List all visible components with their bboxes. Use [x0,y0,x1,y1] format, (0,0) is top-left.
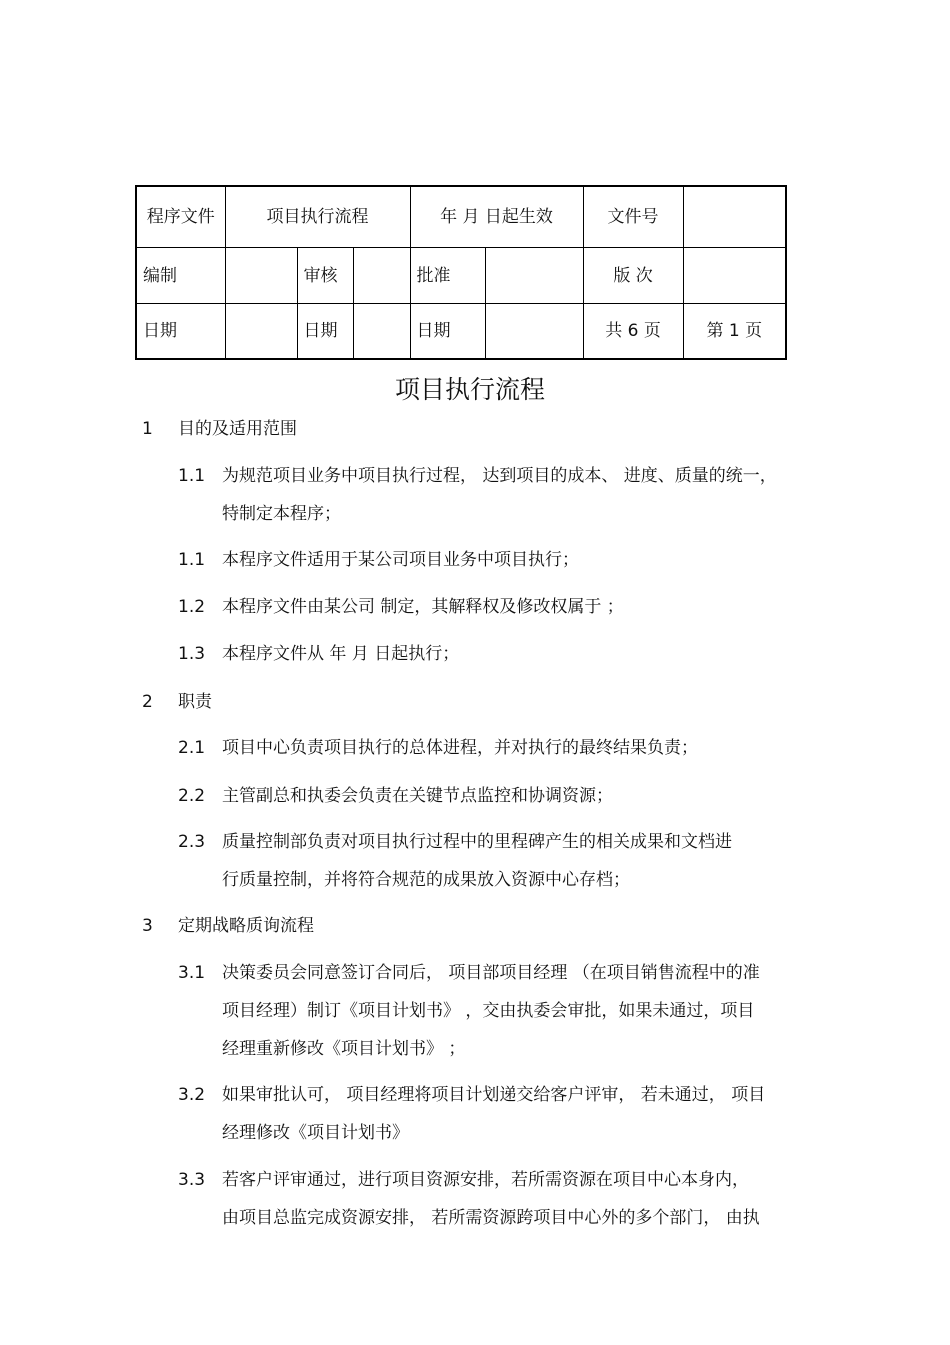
cell-doc-type-label: 程序文件 [136,186,225,248]
cell-page-number: 第 1 页 [683,304,786,360]
section-heading: 目的及适用范围 [178,419,297,439]
section-heading: 定期战略质询流程 [178,916,314,936]
clause-text: 经理重新修改《项目计划书》 ； [222,1039,466,1059]
cell-approved-label: 批准 [410,248,485,304]
cell-version-value [683,248,786,304]
document-title: 项目执行流程 [394,375,545,404]
clause-number: 3.2 [178,1085,206,1105]
cell-file-no-label: 文件号 [583,186,683,248]
clause-text: 项目经理）制订《项目计划书》 ，交由执委会审批，如果未通过，项目 [222,1001,755,1021]
cell-date-label-3: 日期 [410,304,485,360]
clause-number: 2.2 [178,786,206,806]
section-number: 3 [142,916,153,936]
clause-number: 1.2 [178,597,206,617]
clause-text: 本程序文件由某公司 制定，其解释权及修改权属于 ； [222,597,624,617]
clause-number: 1.1 [178,550,206,570]
clause-number: 2.3 [178,832,206,852]
clause-text: 本程序文件从 年 月 日起执行； [222,644,460,664]
cell-doc-name: 项目执行流程 [225,186,410,248]
clause-text: 决策委员会同意签订合同后， 项目部项目经理 （在项目销售流程中的准 [222,963,760,983]
cell-reviewed-label: 审核 [297,248,353,304]
section-heading: 职责 [178,692,212,712]
clause-text: 由项目总监完成资源安排， 若所需资源跨项目中心外的多个部门， 由执 [222,1208,760,1228]
cell-date-label-2: 日期 [297,304,353,360]
clause-text: 若客户评审通过，进行项目资源安排，若所需资源在项目中心本身内， [222,1170,749,1190]
clause-text: 质量控制部负责对项目执行过程中的里程碑产生的相关成果和文档进 [222,832,732,852]
cell-date-label-1: 日期 [136,304,225,360]
clause-text: 特制定本程序； [222,504,341,524]
cell-compiled-value [225,248,297,304]
cell-total-pages: 共 6 页 [583,304,683,360]
cell-date-value-1 [225,304,297,360]
cell-approved-value [485,248,583,304]
cell-date-value-3 [485,304,583,360]
cell-reviewed-value [353,248,410,304]
section-number: 2 [142,692,153,712]
clause-text: 为规范项目业务中项目执行过程， 达到项目的成本、 进度、质量的统一， [222,466,777,486]
clause-number: 1.3 [178,644,206,664]
clause-number: 1.1 [178,466,206,486]
clause-number: 3.3 [178,1170,206,1190]
cell-effective-date: 年 月 日起生效 [410,186,583,248]
clause-number: 3.1 [178,963,206,983]
clause-number: 2.1 [178,738,206,758]
cell-file-no-value [683,186,786,248]
clause-text: 如果审批认可， 项目经理将项目计划递交给客户评审， 若未通过， 项目 [222,1085,766,1105]
cell-version-label: 版 次 [583,248,683,304]
section-number: 1 [142,419,153,439]
cell-date-value-2 [353,304,410,360]
clause-text: 经理修改《项目计划书》 [222,1123,409,1143]
clause-text: 项目中心负责项目执行的总体进程，并对执行的最终结果负责； [222,738,698,758]
clause-text: 本程序文件适用于某公司项目业务中项目执行； [222,550,579,570]
header-table [135,185,787,360]
clause-text: 行质量控制，并将符合规范的成果放入资源中心存档； [222,870,630,890]
clause-text: 主管副总和执委会负责在关键节点监控和协调资源； [222,786,613,806]
cell-compiled-label: 编制 [136,248,225,304]
